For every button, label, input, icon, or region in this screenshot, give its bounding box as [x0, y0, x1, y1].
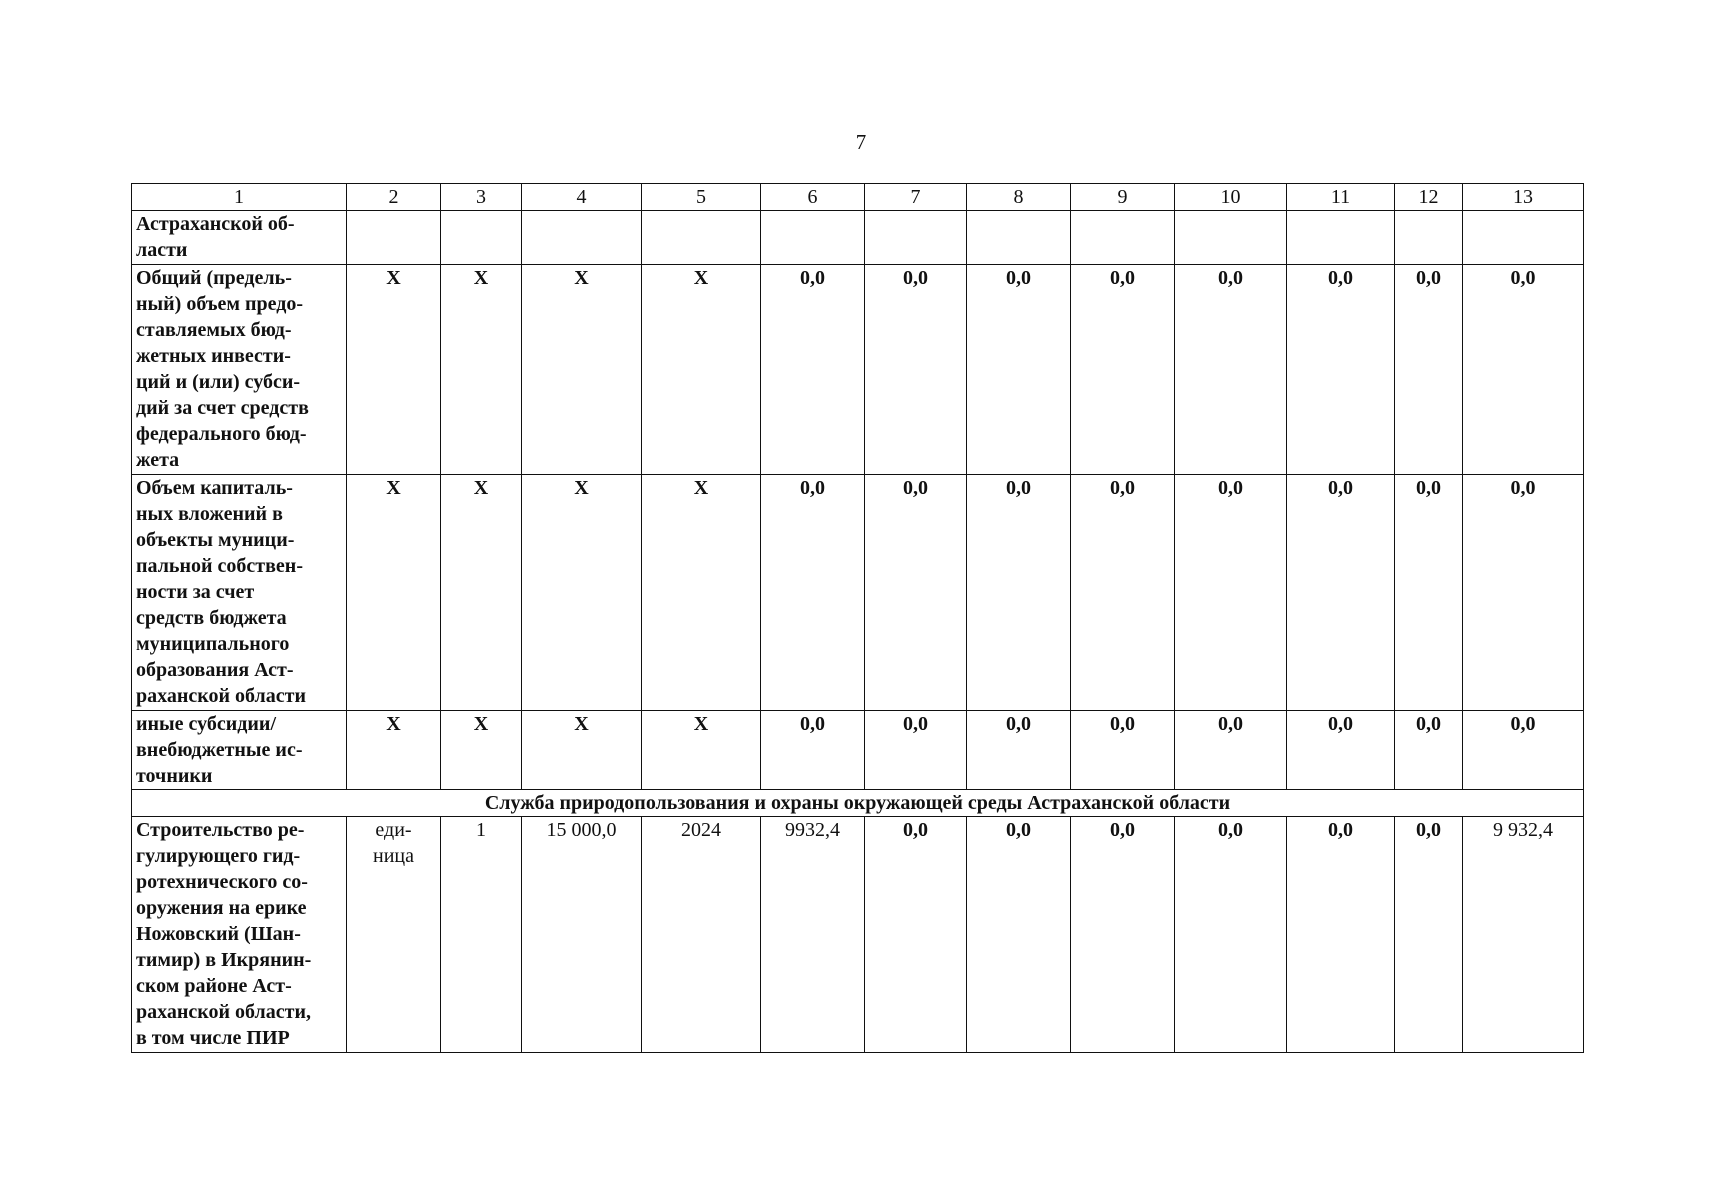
- col-header: 3: [441, 184, 522, 211]
- table-cell: [967, 211, 1071, 265]
- table-cell: 0,0: [1395, 711, 1463, 790]
- col-header: 11: [1287, 184, 1395, 211]
- table-row: [132, 475, 1584, 711]
- table-cell: 15 000,0: [522, 817, 642, 1053]
- table-cell: 0,0: [967, 475, 1071, 711]
- table-cell: X: [347, 265, 441, 475]
- table-row: [132, 817, 1584, 1053]
- row-label: Объем капиталь- ных вложений в объекты муници- пальной собствен- ности за счет средств бюджета муниципального образования Аст- раханской области: [132, 475, 347, 711]
- table-cell: [522, 211, 642, 265]
- table-cell: 0,0: [1287, 817, 1395, 1053]
- table-cell: X: [522, 475, 642, 711]
- budget-table: [131, 183, 1584, 1053]
- table-cell: X: [441, 711, 522, 790]
- row-label: иные субсидии/ внебюджетные ис- точники: [132, 711, 347, 790]
- section-heading: Служба природопользования и охраны окружающей среды Астраханской области: [132, 790, 1584, 817]
- table-cell: 0,0: [865, 817, 967, 1053]
- table-cell: X: [522, 265, 642, 475]
- table-cell: 0,0: [1175, 817, 1287, 1053]
- col-header: 5: [642, 184, 761, 211]
- table-cell: 0,0: [1175, 265, 1287, 475]
- table-cell: 9932,4: [761, 817, 865, 1053]
- table-cell: 0,0: [1287, 265, 1395, 475]
- table-cell: [1175, 211, 1287, 265]
- row-label: Общий (предель- ный) объем предо- ставляемых бюд- жетных инвести- ций и (или) субси- дий за счет средств федерального бюд- жета: [132, 265, 347, 475]
- page-number: 7: [855, 130, 867, 154]
- section-row: [132, 790, 1584, 817]
- col-header: 12: [1395, 184, 1463, 211]
- table-cell: 0,0: [865, 475, 967, 711]
- table-cell: 0,0: [761, 265, 865, 475]
- table-row: [132, 265, 1584, 475]
- table-cell: [1287, 211, 1395, 265]
- table-cell: 0,0: [1071, 711, 1175, 790]
- table-cell: [347, 211, 441, 265]
- table-cell: [441, 211, 522, 265]
- table-cell: 9 932,4: [1463, 817, 1584, 1053]
- table-cell: X: [642, 711, 761, 790]
- header-row: [132, 184, 1584, 211]
- table-cell: 0,0: [1395, 265, 1463, 475]
- table-cell: 0,0: [1071, 265, 1175, 475]
- table-cell: X: [347, 475, 441, 711]
- table-cell: 0,0: [1287, 711, 1395, 790]
- table-cell: 0,0: [967, 711, 1071, 790]
- col-header: 4: [522, 184, 642, 211]
- table-cell: 0,0: [1287, 475, 1395, 711]
- row-label: Астраханской об- ласти: [132, 211, 347, 265]
- table-cell: [761, 211, 865, 265]
- table-cell: X: [522, 711, 642, 790]
- table-cell: 0,0: [1463, 711, 1584, 790]
- table-cell: [865, 211, 967, 265]
- table-cell: 0,0: [967, 817, 1071, 1053]
- col-header: 10: [1175, 184, 1287, 211]
- table-cell: 0,0: [865, 711, 967, 790]
- table-cell: 1: [441, 817, 522, 1053]
- table-cell: X: [347, 711, 441, 790]
- table-cell: 0,0: [1463, 265, 1584, 475]
- table-cell: 0,0: [761, 475, 865, 711]
- table-cell: 0,0: [1175, 711, 1287, 790]
- table-row: [132, 711, 1584, 790]
- table-cell: [642, 211, 761, 265]
- table-cell: 0,0: [1071, 475, 1175, 711]
- table-cell: 2024: [642, 817, 761, 1053]
- table-cell: 0,0: [761, 711, 865, 790]
- unit-cell: еди- ница: [347, 817, 441, 1053]
- table-cell: 0,0: [1175, 475, 1287, 711]
- table-cell: [1395, 211, 1463, 265]
- table-cell: 0,0: [865, 265, 967, 475]
- table-cell: [1071, 211, 1175, 265]
- col-header: 9: [1071, 184, 1175, 211]
- table-cell: X: [642, 475, 761, 711]
- col-header: 6: [761, 184, 865, 211]
- col-header: 1: [132, 184, 347, 211]
- col-header: 13: [1463, 184, 1584, 211]
- table-cell: 0,0: [967, 265, 1071, 475]
- table-cell: 0,0: [1395, 475, 1463, 711]
- table-cell: 0,0: [1395, 817, 1463, 1053]
- col-header: 2: [347, 184, 441, 211]
- table-cell: [1463, 211, 1584, 265]
- row-label: Строительство ре- гулирующего гид- ротехнического со- оружения на ерике Ножовский (Шан- тимир) в Икрянин- ском районе Аст- раханской области, в том числе ПИР: [132, 817, 347, 1053]
- table-cell: X: [441, 475, 522, 711]
- table-cell: 0,0: [1463, 475, 1584, 711]
- table-cell: X: [642, 265, 761, 475]
- col-header: 7: [865, 184, 967, 211]
- table-row: [132, 211, 1584, 265]
- table-cell: 0,0: [1071, 817, 1175, 1053]
- col-header: 8: [967, 184, 1071, 211]
- table-cell: X: [441, 265, 522, 475]
